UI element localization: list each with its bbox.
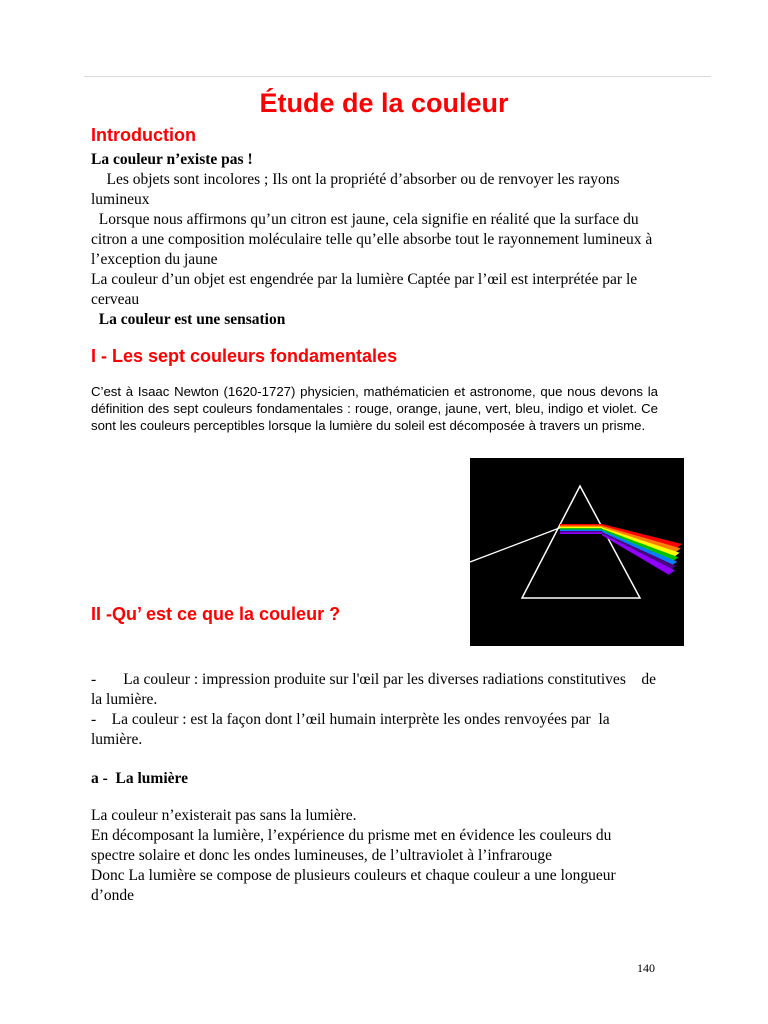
internal-spectrum (560, 524, 602, 534)
inner-spectrum-band (560, 525, 602, 527)
inner-spectrum-band (560, 532, 602, 534)
definitions (91, 670, 661, 750)
intro-conclusion: La couleur est une sensation (91, 311, 286, 328)
prism-diagram (470, 458, 684, 646)
inner-spectrum-band (560, 528, 602, 530)
intro-body (91, 150, 671, 330)
inner-spectrum-band (560, 527, 602, 529)
intro-paragraph-3: La couleur d’un objet est engendrée par la lumière Captée par l’œil est interprétée par le cerveau (91, 271, 638, 308)
top-rule (84, 76, 711, 77)
light-paragraph-3: Donc La lumière se compose de plusieurs couleurs et chaque couleur a une longueur d’onde (91, 867, 616, 904)
intro-paragraph-1: Les objets sont incolores ; Ils ont la propriété d’absorber ou de renvoyer les rayons lumineux (91, 171, 624, 208)
light-paragraph-1: La couleur n’existerait pas sans la lumière. (91, 807, 357, 824)
section2-heading: II -Qu’ est ce que la couleur ? (91, 604, 341, 624)
section1-paragraph: C’est à Isaac Newton (1620-1727) physicien, mathématicien et astronome, que nous devons la définition des sept couleurs fondamentales : rouge, orange, jaune, vert, bleu, indigo et violet. Ce sont les couleurs perceptibles lorsque la lumière du soleil est décomposée à travers un prisme. (91, 384, 658, 433)
light-paragraph-2: En décomposant la lumière, l’expérience du prisme met en évidence les couleurs du spectre solaire et donc les ondes lumineuses, de l’ultraviolet à l’infrarouge (91, 827, 612, 864)
definition-1: - La couleur : impression produite sur l'œil par les diverses radiations constitutives de la lumière. (91, 671, 660, 708)
subsection-heading: a - La lumière (91, 770, 189, 787)
page-title: Étude de la couleur (259, 88, 509, 118)
incident-ray (470, 527, 562, 562)
prism-illustration (470, 458, 684, 646)
page-number: 140 (637, 961, 655, 975)
inner-spectrum-band (560, 531, 602, 533)
intro-lead: La couleur n’existe pas ! (91, 151, 253, 168)
intro-heading: Introduction (91, 125, 196, 145)
light-section-body (91, 806, 651, 906)
section1-heading: I - Les sept couleurs fondamentales (91, 346, 398, 366)
inner-spectrum-band (560, 524, 602, 526)
definition-2: - La couleur : est la façon dont l’œil humain interprète les ondes renvoyées par la lumière. (91, 711, 622, 748)
inner-spectrum-band (560, 530, 602, 532)
intro-paragraph-2: Lorsque nous affirmons qu’un citron est jaune, cela signifie en réalité que la surface du citron a une composition moléculaire telle qu’elle absorbe tout le rayonnement lumineux à l’exception du jaune (91, 211, 657, 268)
